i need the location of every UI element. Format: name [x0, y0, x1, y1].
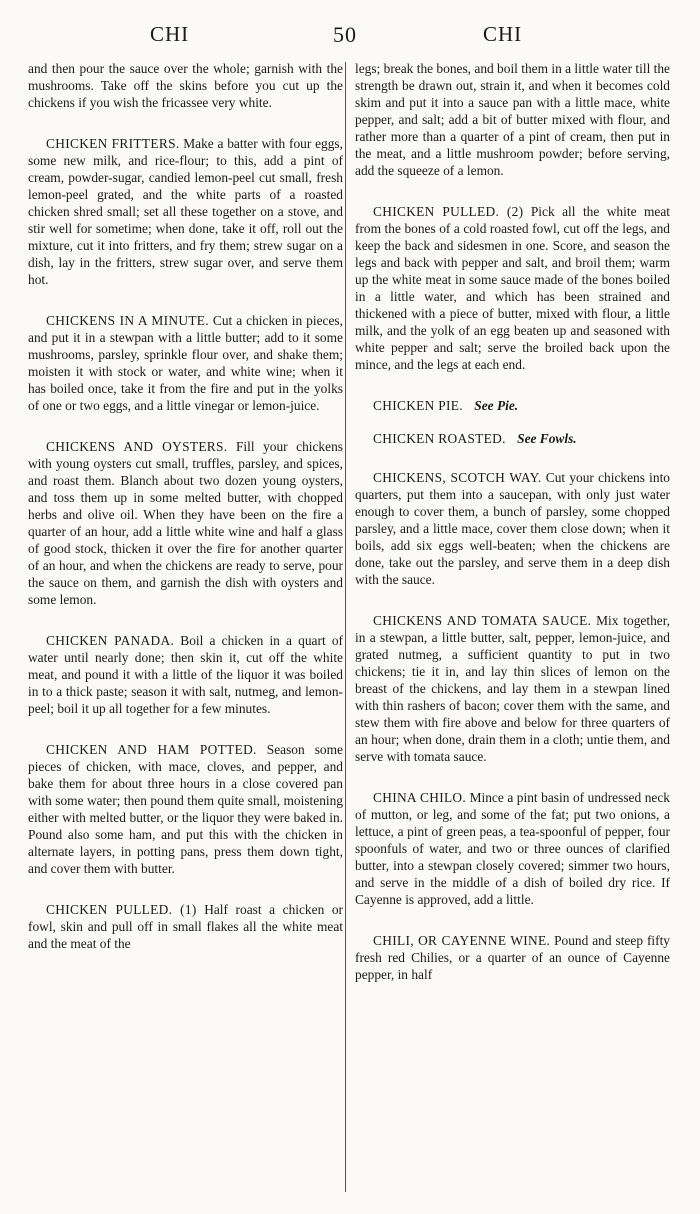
entry-body: Mince a pint basin of undressed neck of mutton, or leg, and some of the fat; put two onions, a lettuce, a pint of green peas, a tea-spoonful of pepper, four spoonfuls of water, and two or three ounces of clarified butter, into a stewpan closely covered; simmer two hours, and serve in the middle of a dish of boiled dry rice. If Cayenne is approved, add a little. — [355, 790, 670, 907]
entry-body: Cut your chickens into quarters, put them into a saucepan, with only just water enough to cover them, a bunch of parsley, some chopped parsley, and a little mace, cover them close down; when it boils, add six eggs well-beaten; when the chickens are done, take out the parsley, and serve them in a deep dish with the sauce. — [355, 470, 670, 587]
entry-title: CHICKEN FRITTERS. — [46, 136, 180, 151]
cross-reference — [373, 430, 670, 447]
entry-title: CHICKENS IN A MINUTE. — [46, 313, 209, 328]
entry-title: CHICKEN PULLED. (2) — [373, 204, 524, 219]
entry-title: CHICKEN AND HAM POTTED. — [46, 742, 257, 757]
entry-title: CHICKEN PANADA. — [46, 633, 175, 648]
entry-body: Season some pieces of chicken, with mace, cloves, and pepper, and bake them for about three hours in a close covered pan with some water; then pound them quite small, moistening either with melted butter, or the liquor they were baked in. Pound also some ham, and put this with the chicken in alternate layers, in potting pans, press them down tight, and cover them with butter. — [28, 742, 343, 876]
see-reference: See Pie. — [474, 398, 519, 413]
recipe-entry — [28, 741, 343, 877]
entry-title: CHICKENS AND TOMATA SAUCE. — [373, 613, 592, 628]
recipe-entry — [355, 932, 670, 983]
cross-reference — [373, 397, 670, 414]
entry-title: CHICKEN PULLED. (1) — [46, 902, 197, 917]
recipe-entry — [28, 312, 343, 414]
entry-body: Pick all the white meat from the bones of a cold roasted fowl, cut off the legs, and keep the back and sidesmen in one. Score, and season the legs and back with pepper and salt, and broil them; warm up the white meat in some sauce made of the bones boiled in a little water, and which has been strained and thickened with a piece of butter, mixed with flour, a little milk, and the yolk of an egg beaten up and seasoned with white pepper and salt; serve the broiled back upon the mince, and the legs at each end. — [355, 204, 670, 372]
recipe-entry — [28, 901, 343, 952]
recipe-entry — [28, 135, 343, 288]
continued-text — [28, 60, 343, 111]
entry-title: CHICKEN PIE. — [373, 398, 463, 413]
entry-body: and then pour the sauce over the whole; garnish with the mushrooms. Take off the skins before you cut up the chickens if you wish the fricassee very white. — [28, 61, 343, 110]
right-column — [355, 60, 670, 1007]
entry-body: Make a batter with four eggs, some new milk, and rice-flour; to this, add a pint of cream, powder-sugar, candied lemon-peel cut small, fresh lemon-peel grated, and the white parts of a roasted chicken shred small; set all these together on a stove, and stir well for sometime; when done, take it off, roll out the mixture, cut it into fritters, and fry them; strew sugar on a dish, lay in the fritters, strew sugar over, and serve them hot. — [28, 136, 343, 287]
entry-title: CHICKENS AND OYSTERS. — [46, 439, 228, 454]
entry-body: Fill your chickens with young oysters cut small, truffles, parsley, and spices, and roast them. Blanch about two dozen young oysters, and toss them up in some melted butter, with chopped herbs and olive oil. When they have been on the fire a quarter of an hour, add a little white wine and half a glass of good stock, thicken it over the fire for another quarter of an hour, and when the chickens are ready to serve, pour the sauce on them, and garnish the dish with oysters and some lemon. — [28, 439, 343, 607]
entry-body: Mix together, in a stewpan, a little butter, salt, pepper, lemon-juice, and grated nutmeg, a sufficient quantity to put in two chickens; tie it in, and lay thin slices of lemon on the breast of the chickens, and lay them in a stewpan lined with thin rashers of bacon; cover them with the same, and stew them with fire above and below for three quarters of an hour; when done, drain them in a cloth; untie them, and serve with tomata sauce. — [355, 613, 670, 764]
running-head-left: CHI — [150, 22, 190, 46]
recipe-entry — [355, 469, 670, 588]
column-divider — [345, 62, 346, 1192]
see-reference: See Fowls. — [517, 431, 577, 446]
entry-body: Boil a chicken in a quart of water until nearly done; then skin it, cut off the white meat, and pound it with a little of the liquor it was boiled in to a thick paste; season it with salt, nutmeg, and lemon-peel; boil it up all together for a few minutes. — [28, 633, 343, 716]
entry-body: Pound and steep fifty fresh red Chilies, or a quarter of an ounce of Cayenne pepper, in half — [355, 933, 670, 982]
continued-text — [355, 60, 670, 179]
entry-title: CHICKENS, SCOTCH WAY. — [373, 470, 542, 485]
left-column — [28, 60, 343, 976]
entry-title: CHICKEN ROASTED. — [373, 431, 506, 446]
recipe-entry — [28, 632, 343, 717]
entry-title: CHINA CHILO. — [373, 790, 467, 805]
page-number: 50 — [333, 22, 357, 47]
recipe-entry — [355, 612, 670, 765]
entry-body: legs; break the bones, and boil them in a little water till the strength be drawn out, strain it, and when it becomes cold skim and put it into a sauce pan with a little mace, white pepper, and salt; add a bit of butter mixed with flour, and rather more than a quarter of a pint of cream, then put in the meat, and a little mushroom powder; before serving, add the squeeze of a lemon. — [355, 61, 670, 178]
recipe-entry — [28, 438, 343, 608]
running-head-right: CHI — [483, 22, 523, 46]
entry-title: CHILI, OR CAYENNE WINE. — [373, 933, 551, 948]
recipe-entry — [355, 789, 670, 908]
entry-body: Cut a chicken in pieces, and put it in a stewpan with a little butter; add to it some mushrooms, parsley, sprinkle flour over, and shake them; moisten it with stock or water, and white wine; when it has boiled once, take it from the fire and put in the yolks of one or two eggs, and a little vinegar or lemon-juice. — [28, 313, 343, 413]
entry-body: Half roast a chicken or fowl, skin and pull off in small flakes all the white meat and the meat of the — [28, 902, 343, 951]
recipe-entry — [355, 203, 670, 373]
